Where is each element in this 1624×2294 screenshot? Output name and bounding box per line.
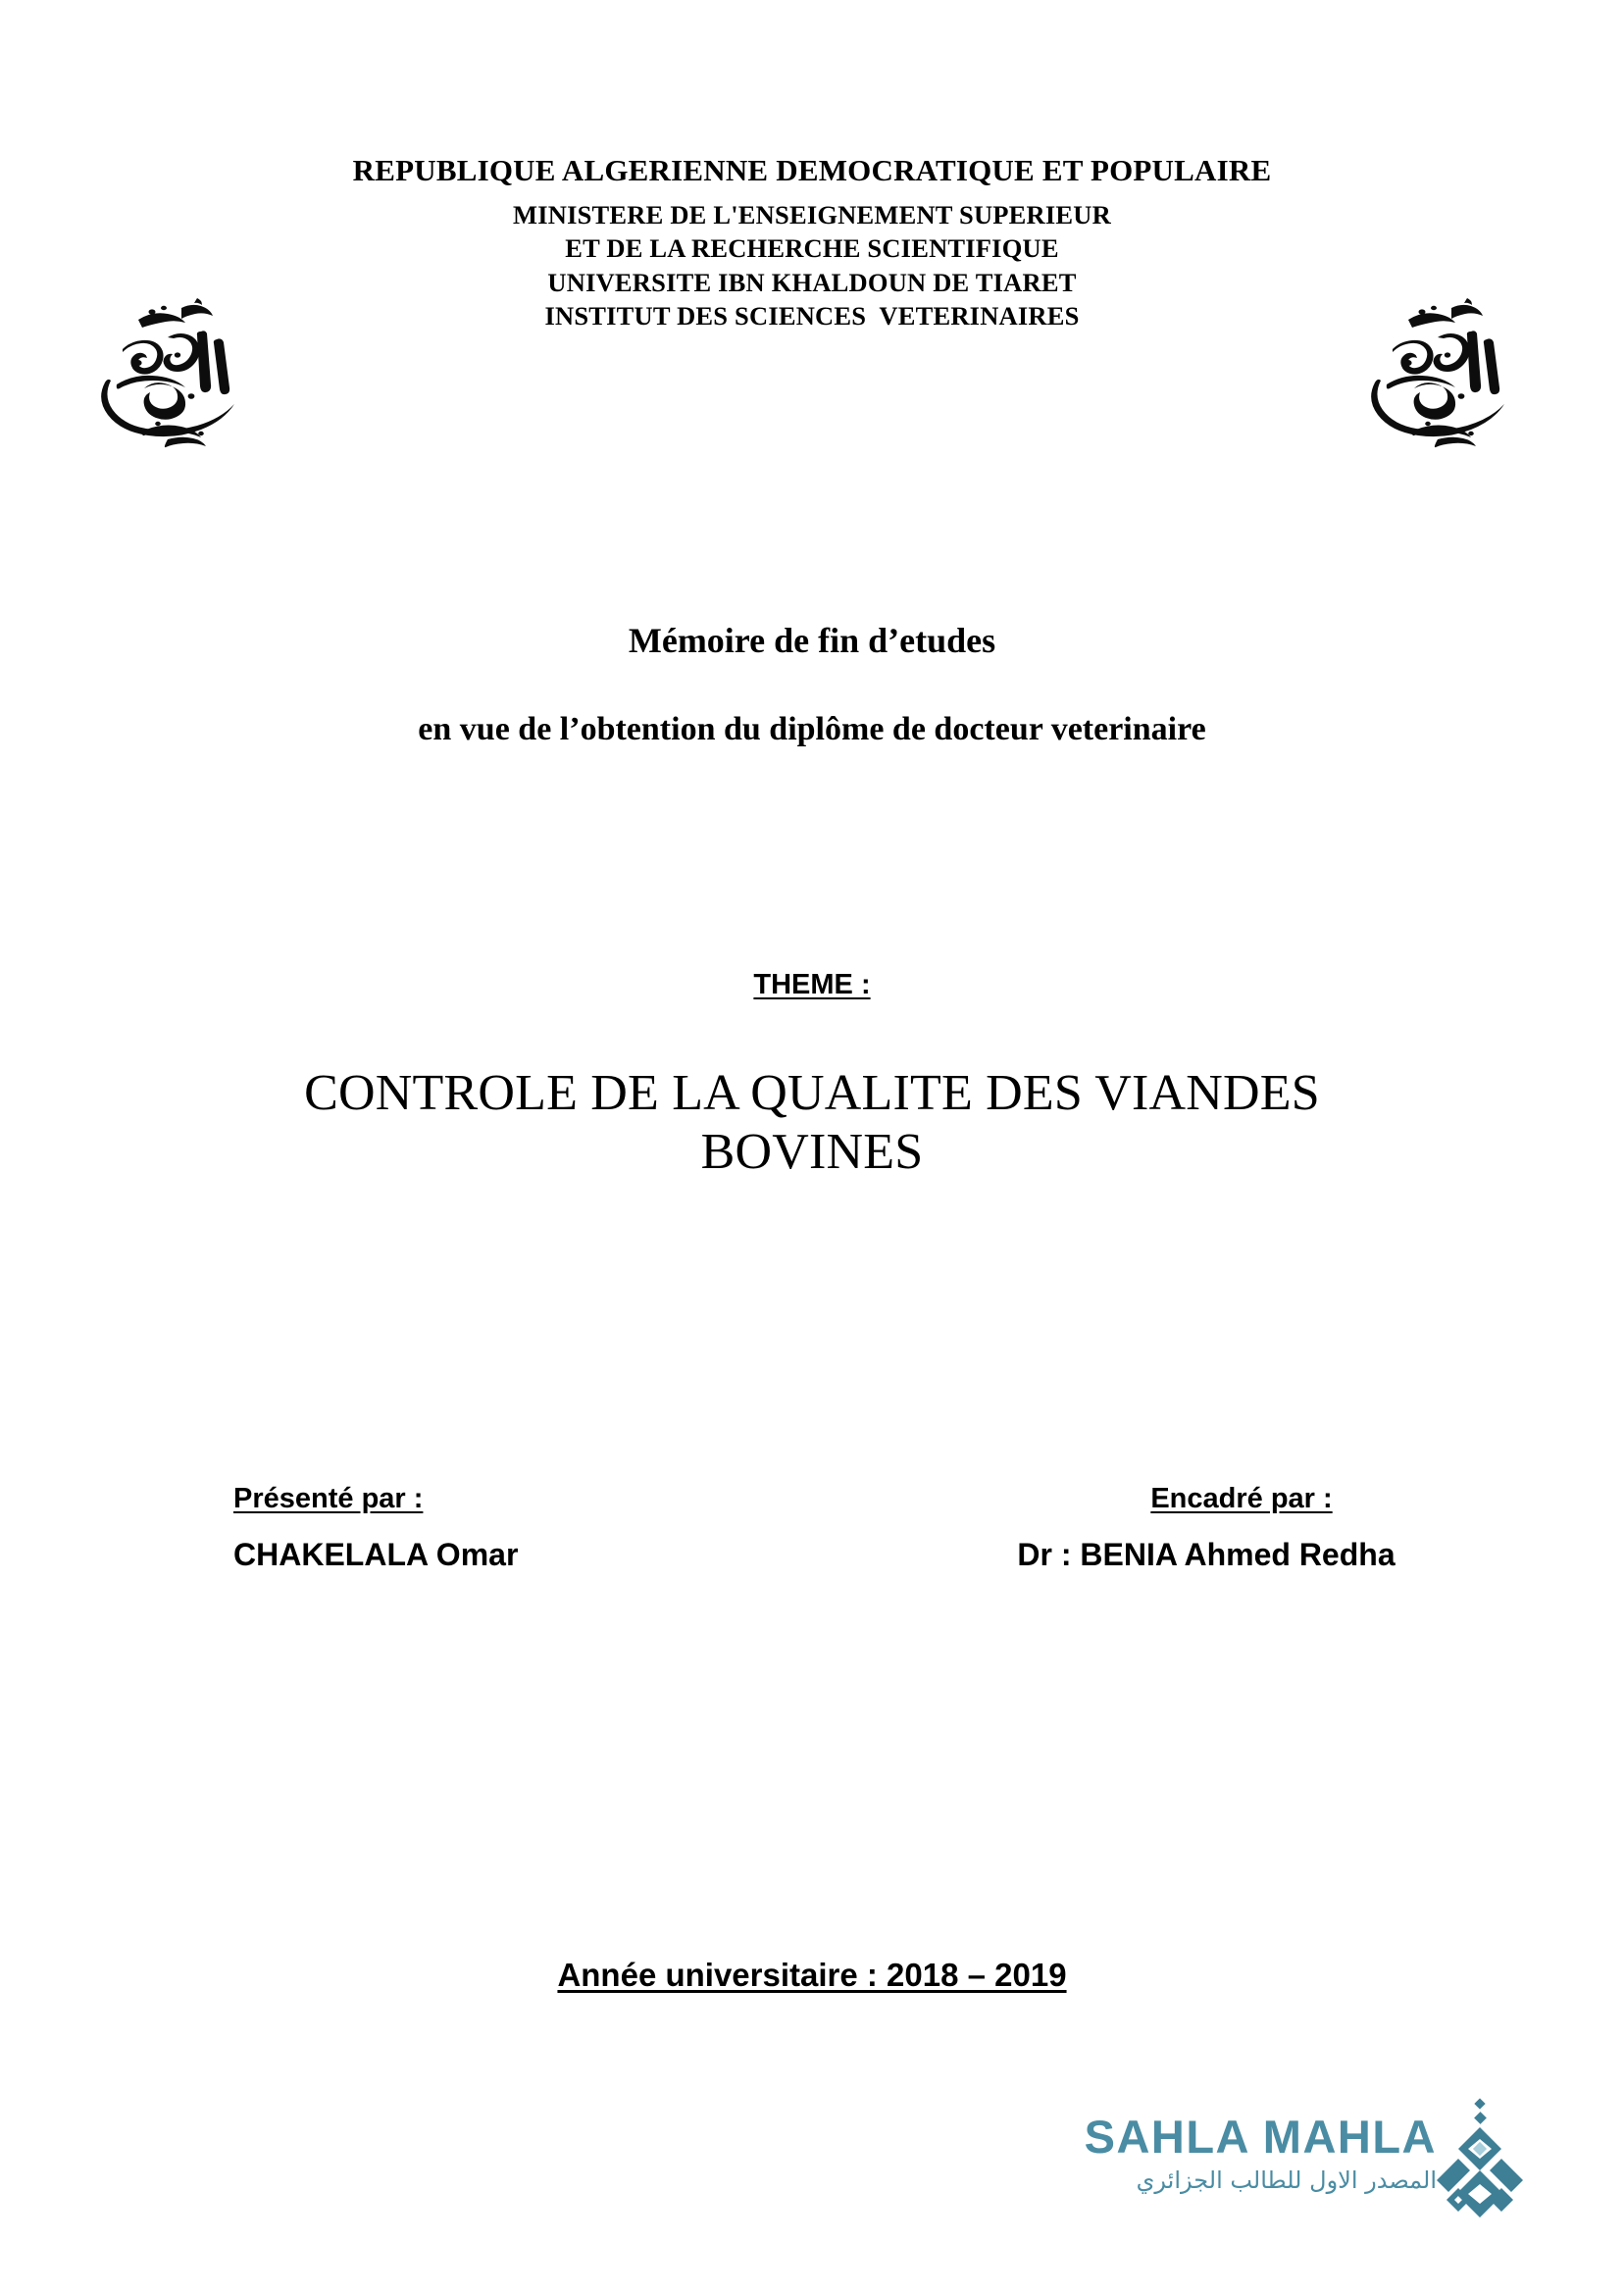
header-line-republic: REPUBLIQUE ALGERIENNE DEMOCRATIQUE ET POPULAIRE [352,153,1272,187]
watermark-title: SAHLA MAHLA [1084,2111,1437,2163]
presented-by-column [233,1483,518,1573]
header-line-institute: INSTITUT DES SCIENCES VETERINAIRES [544,301,1080,331]
supervised-by-column [981,1483,1432,1573]
page-title-line-1: CONTROLE DE LA QUALITE DES VIANDES [304,1065,1320,1121]
memoire-line-2: en vue de l’obtention du diplôme de docteur veterinaire [418,711,1206,747]
supervisor-name: Dr : BENIA Ahmed Redha [1017,1537,1396,1572]
header-line-research: ET DE LA RECHERCHE SCIENTIFIQUE [565,233,1059,264]
page-title-line-2: BOVINES [700,1124,924,1181]
memoire-line-1: Mémoire de fin d’etudes [628,621,996,660]
sahla-mahla-watermark [1054,2111,1535,2251]
academic-year-wrapper [0,1957,1624,1994]
document-header [0,137,1624,333]
theme-label-wrapper [0,969,1624,1001]
university-seal-right-icon [1353,286,1530,458]
academic-year: Année universitaire : 2018 – 2019 [557,1957,1067,1993]
header-line-university: UNIVERSITE IBN KHALDOUN DE TIARET [547,267,1077,297]
watermark-text-block [1054,2111,1437,2194]
university-seal-left-icon [83,286,260,458]
watermark-subtitle: المصدر الاول للطالب الجزائري [1136,2167,1437,2194]
supervised-by-heading: Encadré par : [1150,1483,1333,1514]
header-line-ministry: MINISTERE DE L'ENSEIGNEMENT SUPERIEUR [513,200,1111,229]
theme-label: THEME : [753,969,871,1000]
page-title [273,1064,1351,1183]
sahla-mahla-emblem-icon [1425,2098,1535,2227]
author-name: CHAKELALA Omar [233,1537,519,1572]
presented-by-heading: Présenté par : [233,1483,424,1514]
credits-block [0,1483,1624,1620]
